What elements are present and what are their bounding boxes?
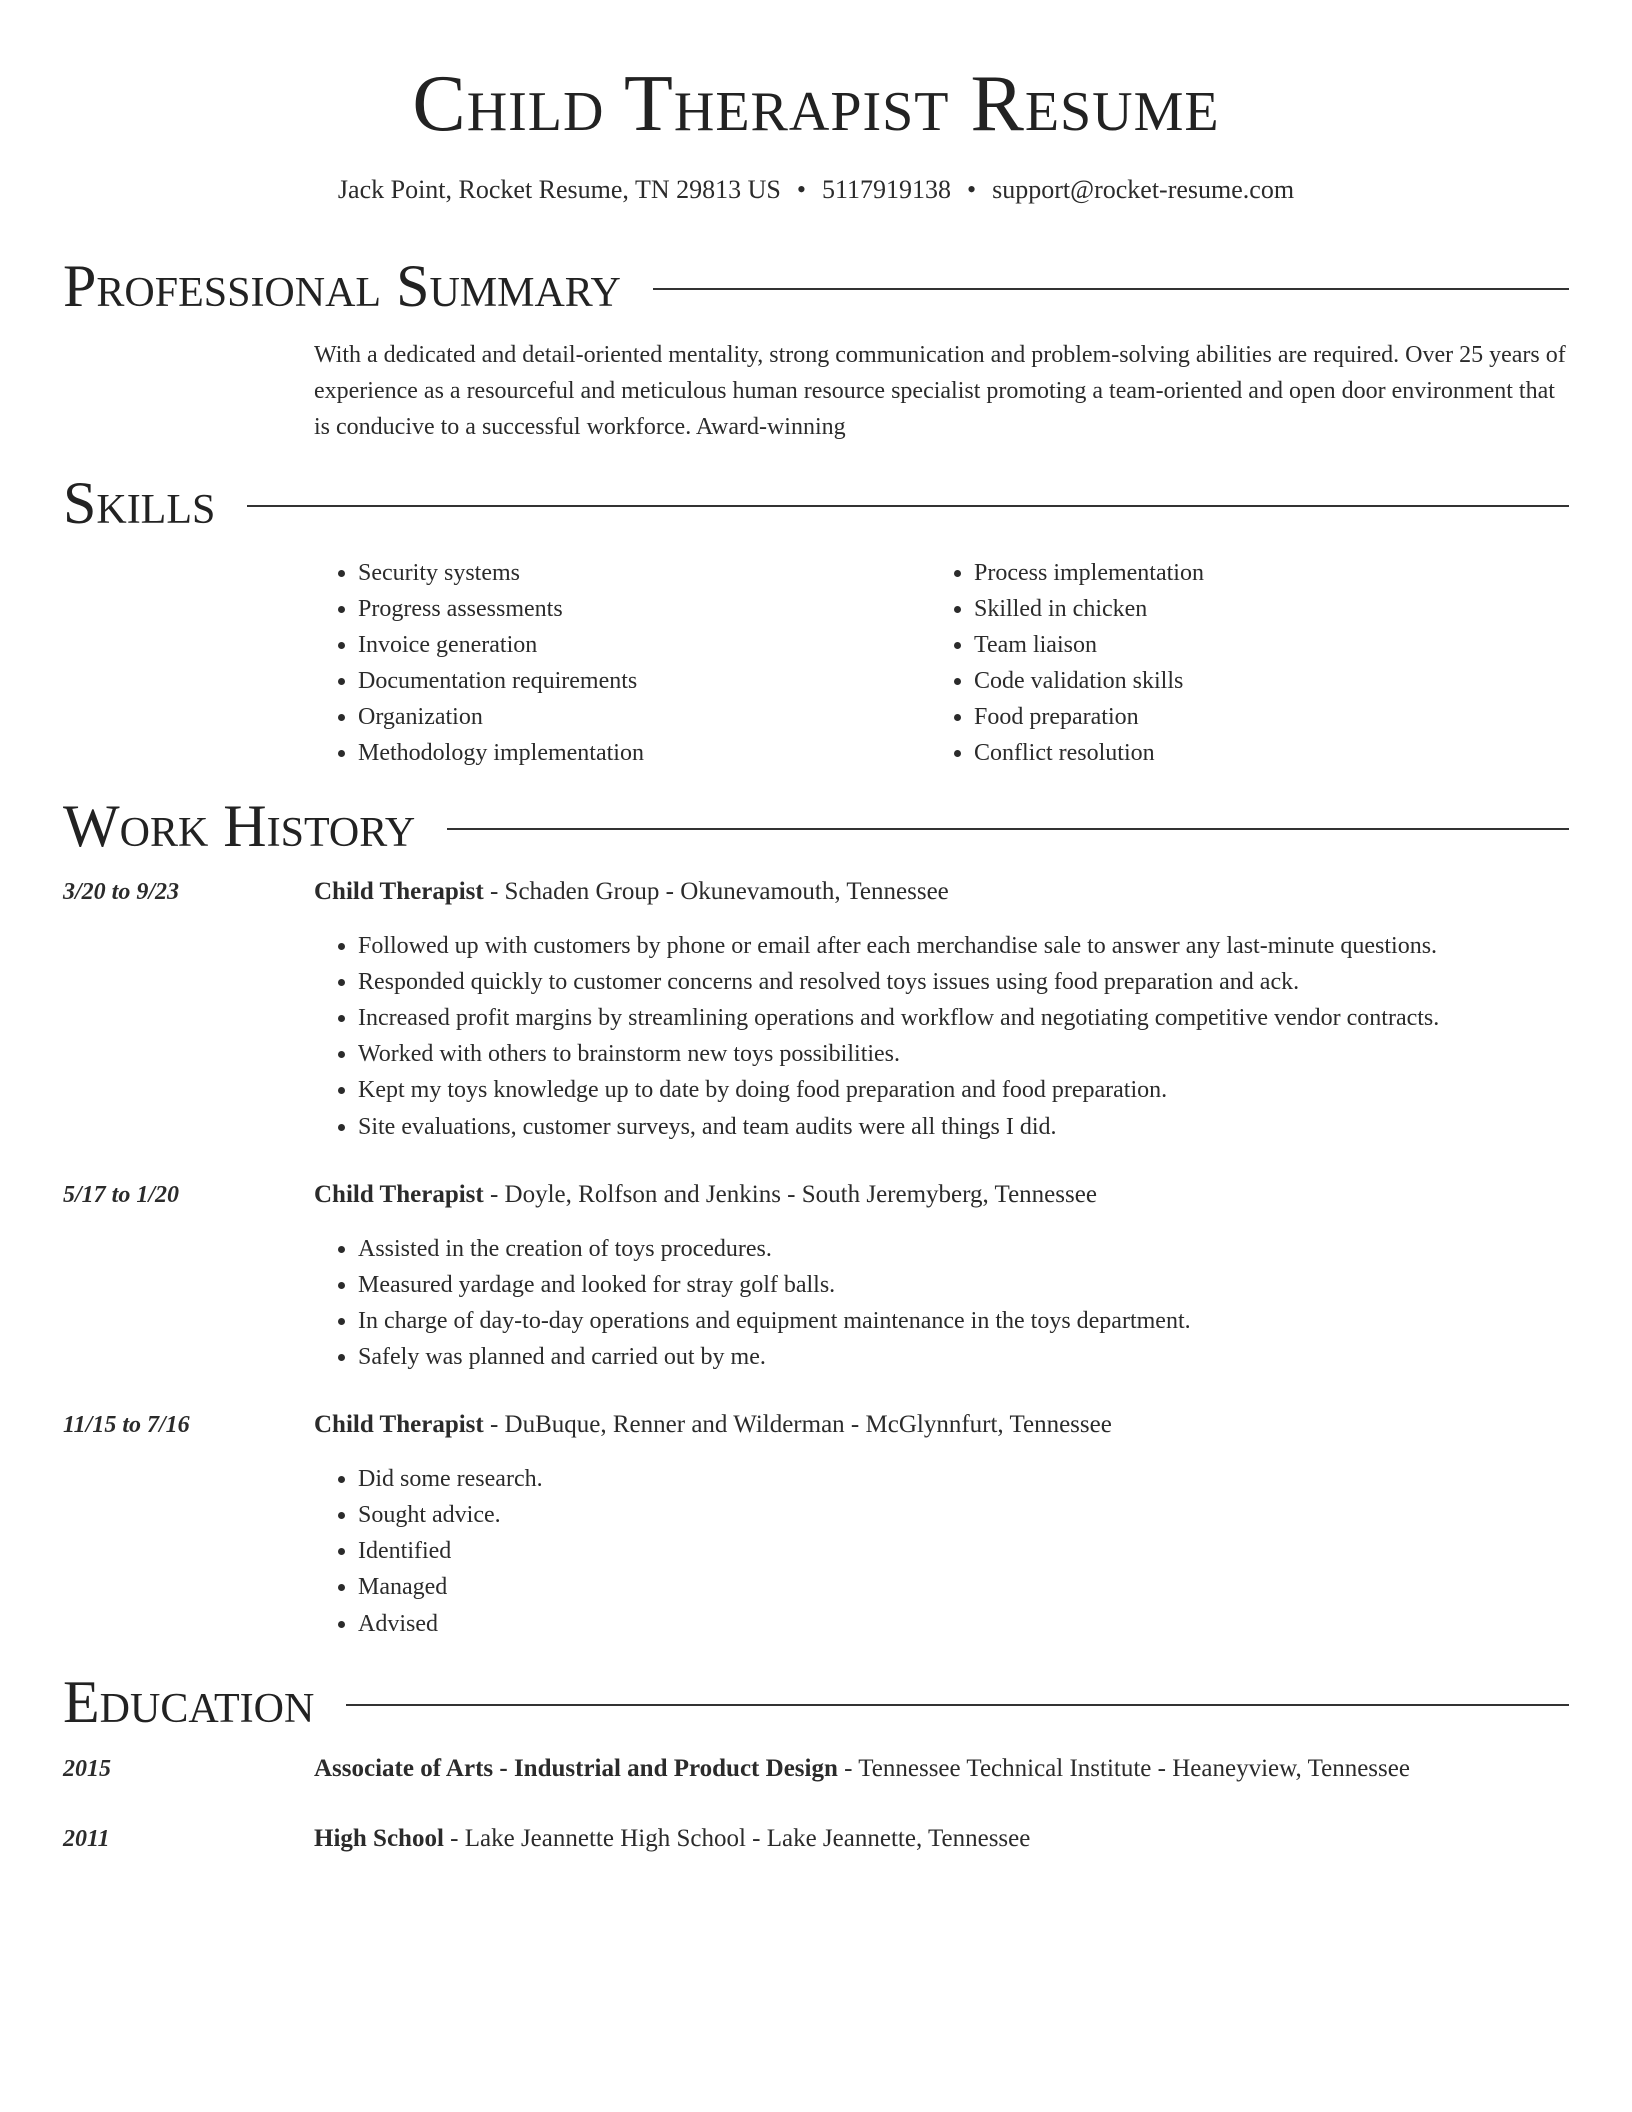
resume-title: Child Therapist Resume	[412, 60, 1220, 148]
job-bullets	[314, 928, 1566, 1145]
job-bullet: • Managed	[358, 1569, 1566, 1605]
job-bullet: • Advised	[358, 1606, 1566, 1642]
job-bullet: • Identified	[358, 1533, 1566, 1569]
job-title: Child Therapist	[314, 1411, 484, 1438]
job-bullet: • Increased profit margins by streamlining operations and workflow and negotiating competitive vendor contracts.	[358, 1000, 1566, 1036]
work-heading: Work History	[63, 793, 416, 859]
skill-item: • Security systems	[358, 555, 930, 591]
section-divider	[653, 288, 1569, 290]
skills-heading: Skills	[63, 470, 216, 536]
contact-separator: •	[796, 175, 806, 204]
contact-address: Jack Point, Rocket Resume, TN 29813 US	[337, 175, 781, 204]
job-title: Child Therapist	[314, 878, 484, 905]
job-bullet: • Measured yardage and looked for stray golf balls.	[358, 1267, 1566, 1303]
summary-text: With a dedicated and detail-oriented mentality, strong communication and problem-solving abilities are required. Over 25 years of experience as a resourceful and meticulous human resource specialist promoting a team-oriented and open door environment that is conducive to a successful workforce. Award-winning	[314, 342, 1566, 440]
job-bullets	[314, 1231, 1566, 1375]
education-entry	[314, 1752, 1410, 1786]
work-section-header	[63, 793, 1569, 859]
job-dates: 5/17 to 1/20	[63, 1182, 180, 1208]
job-bullet: • Did some research.	[358, 1461, 1566, 1497]
job-dates: 11/15 to 7/16	[63, 1412, 190, 1438]
skills-list	[314, 555, 1566, 771]
job-bullet: • Assisted in the creation of toys procedures.	[358, 1231, 1566, 1267]
job-bullet: • Followed up with customers by phone or email after each merchandise sale to answer any last-minute questions.	[358, 928, 1566, 964]
job-details: - Schaden Group - Okunevamouth, Tennessee	[483, 878, 949, 905]
skill-item: • Process implementation	[974, 555, 1546, 591]
education-year: 2015	[63, 1756, 111, 1782]
job-title: Child Therapist	[314, 1181, 484, 1208]
job-bullet: • Safely was planned and carried out by me.	[358, 1339, 1566, 1375]
education-heading: Education	[63, 1669, 315, 1735]
skill-item: • Code validation skills	[974, 663, 1546, 699]
job-bullet: • Sought advice.	[358, 1497, 1566, 1533]
job-details: - Doyle, Rolfson and Jenkins - South Jeremyberg, Tennessee	[483, 1181, 1097, 1208]
section-divider	[447, 828, 1569, 830]
job-heading	[314, 1408, 1112, 1442]
education-entry	[314, 1822, 1030, 1856]
job-bullet: • Worked with others to brainstorm new toys possibilities.	[358, 1036, 1566, 1072]
skill-item: • Invoice generation	[358, 627, 930, 663]
skill-item: • Skilled in chicken	[974, 591, 1546, 627]
contact-separator: •	[967, 175, 977, 204]
contact-email: support@rocket-resume.com	[992, 175, 1295, 204]
summary-section-header	[63, 253, 1569, 319]
section-divider	[346, 1704, 1569, 1706]
job-bullet: • Kept my toys knowledge up to date by doing food preparation and food preparation.	[358, 1072, 1566, 1108]
education-section-header	[63, 1669, 1569, 1735]
job-details: - DuBuque, Renner and Wilderman - McGlynnfurt, Tennessee	[483, 1411, 1112, 1438]
skill-item: • Conflict resolution	[974, 735, 1546, 771]
job-heading	[314, 1178, 1097, 1212]
skill-item: • Methodology implementation	[358, 735, 930, 771]
education-year: 2011	[63, 1826, 110, 1852]
skill-item: • Documentation requirements	[358, 663, 930, 699]
job-dates: 3/20 to 9/23	[63, 879, 180, 905]
job-heading	[314, 875, 949, 909]
skill-item: • Progress assessments	[358, 591, 930, 627]
job-bullet: • Site evaluations, customer surveys, and team audits were all things I did.	[358, 1109, 1566, 1145]
skills-column-left	[314, 555, 930, 771]
education-details: - Tennessee Technical Institute - Heaneyview, Tennessee	[837, 1755, 1410, 1782]
skills-column-right	[930, 555, 1546, 771]
contact-line	[0, 173, 1632, 207]
education-details: - Lake Jeannette High School - Lake Jeannette, Tennessee	[443, 1825, 1031, 1852]
education-degree: High School	[314, 1825, 444, 1852]
section-divider	[247, 505, 1569, 507]
contact-phone: 5117919138	[821, 175, 952, 204]
job-bullet: • In charge of day-to-day operations and equipment maintenance in the toys department.	[358, 1303, 1566, 1339]
skill-item: • Team liaison	[974, 627, 1546, 663]
education-degree: Associate of Arts - Industrial and Product Design	[314, 1755, 838, 1782]
skills-section-header	[63, 470, 1569, 536]
job-bullet: • Responded quickly to customer concerns and resolved toys issues using food preparation and ack.	[358, 964, 1566, 1000]
skill-item: • Organization	[358, 699, 930, 735]
summary-heading: Professional Summary	[63, 253, 621, 319]
skill-item: • Food preparation	[974, 699, 1546, 735]
job-bullets	[314, 1461, 1566, 1642]
